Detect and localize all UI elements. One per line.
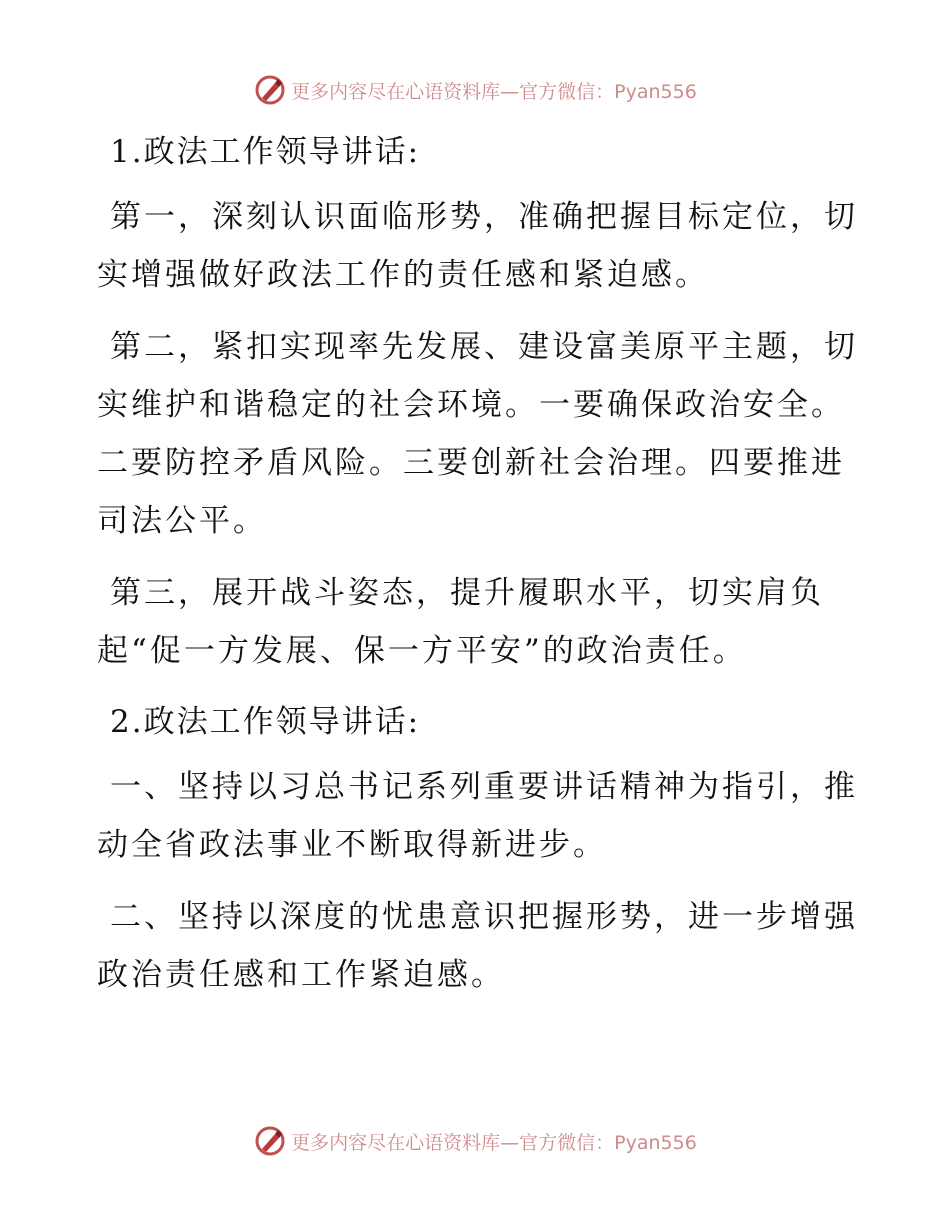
footer-watermark — [0, 1121, 950, 1161]
section-heading-1: 1.政法工作领导讲话: — [110, 134, 421, 170]
watermark-text: 更多内容尽在心语资料库—官方微信：Pyan556 — [291, 80, 697, 103]
pen-logo-icon — [253, 1124, 287, 1158]
paragraph: 第三，展开战斗姿态，提升履职水平，切实肩负起“促一方发展、保一方平安”的政治责任。 — [97, 575, 824, 669]
section-heading-2: 2.政法工作领导讲话: — [110, 704, 421, 740]
pen-logo-icon — [253, 73, 287, 107]
paragraph: 第二，紧扣实现率先发展、建设富美原平主题，切实维护和谐稳定的社会环境。一要确保政治安全。二要防控矛盾风险。三要创新社会治理。四要推进司法公平。 — [97, 329, 858, 539]
paragraph: 二、坚持以深度的忧患意识把握形势，进一步增强政治责任感和工作紧迫感。 — [97, 899, 858, 993]
paragraph: 第一，深刻认识面临形势，准确把握目标定位，切实增强做好政法工作的责任感和紧迫感。 — [97, 199, 858, 293]
header-watermark — [0, 70, 950, 110]
document-body — [97, 124, 867, 1018]
paragraph: 一、坚持以习总书记系列重要讲话精神为指引，推动全省政法事业不断取得新进步。 — [97, 769, 858, 863]
watermark-text: 更多内容尽在心语资料库—官方微信：Pyan556 — [291, 1131, 697, 1154]
